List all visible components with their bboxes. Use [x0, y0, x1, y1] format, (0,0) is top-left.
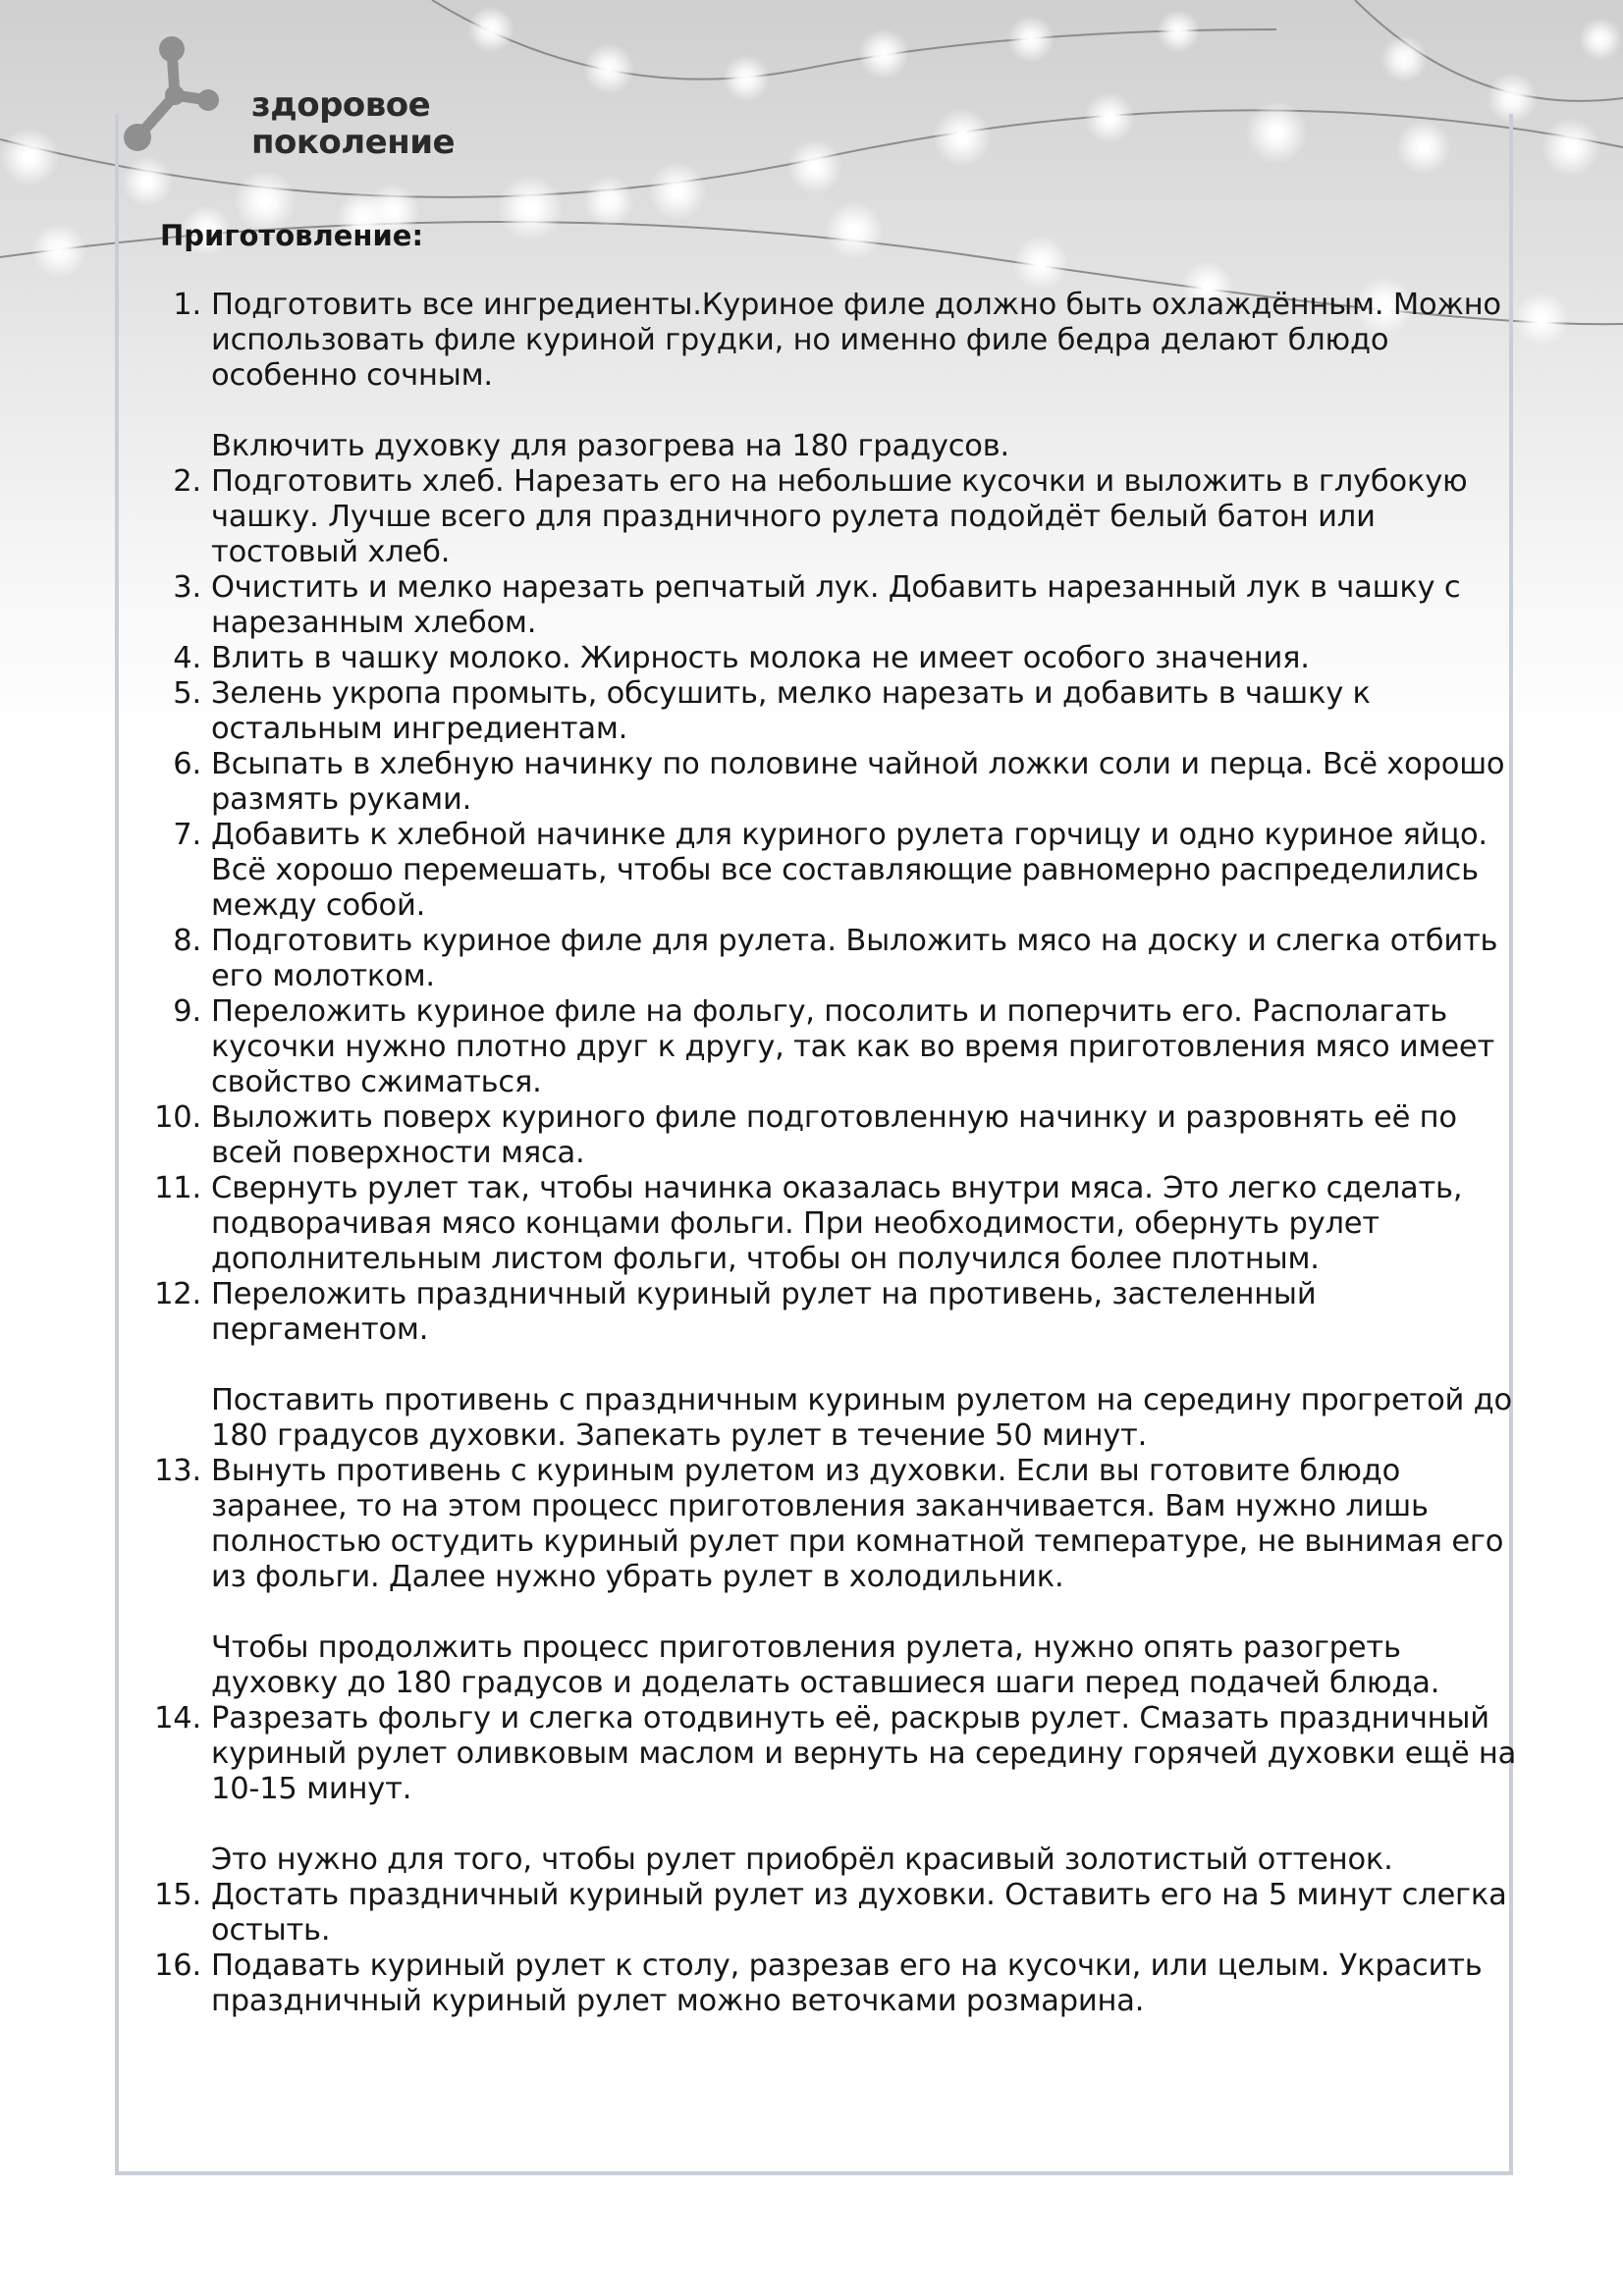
recipe-step [173, 818, 1522, 924]
step-text: Переложить куриное филе на фольгу, посолить и поперчить его. Располагать кусочки нужно плотно друг к другу, так как во время приготовления мясо имеет свойство сжиматься. [211, 994, 1495, 1099]
step-text: Чтобы продолжить процесс приготовления рулета, нужно опять разогреть духовку до 180 градусов и доделать оставшиеся шаги перед подачей блюда. [211, 1630, 1440, 1700]
step-text: Очистить и мелко нарезать репчатый лук. Добавить нарезанный лук в чашку с нарезанным хлебом. [211, 570, 1461, 640]
step-text: Подготовить все ингредиенты.Куриное филе должно быть охлаждённым. Можно использовать филе куриной грудки, но именно филе бедра делают блюдо особенно сочным. [211, 288, 1501, 393]
recipe-step [173, 464, 1522, 570]
molecule-logo-icon [118, 31, 226, 159]
step-text: Включить духовку для разогрева на 180 градусов. [211, 429, 1009, 463]
recipe-step [173, 924, 1522, 994]
step-number: 4. [173, 641, 201, 675]
recipe-step [173, 288, 1522, 464]
step-text: Свернуть рулет так, чтобы начинка оказалась внутри мяса. Это легко сделать, подворачивая мясо концами фольги. При необходимости, обернуть рулет дополнительным листом фольги, чтобы он получился более плотным. [211, 1171, 1463, 1276]
step-text: Добавить к хлебной начинке для куриного рулета горчицу и одно куриное яйцо. Всё хорошо перемешать, чтобы все составляющие равномерно распределились между собой. [211, 818, 1488, 923]
step-number: 5. [173, 676, 201, 711]
step-number: 12. [154, 1277, 201, 1311]
step-text: Подавать куриный рулет к столу, разрезав его на кусочки, или целым. Украсить праздничный куриный рулет можно веточками розмарина. [211, 1949, 1483, 2018]
recipe-step [154, 1701, 1522, 1878]
recipe-step [173, 747, 1522, 818]
step-text: Выложить поверх куриного филе подготовленную начинку и разровнять её по всей поверхности мяса. [211, 1100, 1457, 1170]
recipe-step [154, 1171, 1522, 1277]
recipe-step [154, 1878, 1522, 1949]
step-text: Всыпать в хлебную начинку по половине чайной ложки соли и перца. Всё хорошо размять руками. [211, 747, 1505, 817]
step-number: 11. [154, 1171, 201, 1205]
brand-name [251, 86, 455, 161]
step-number: 8. [173, 924, 201, 958]
step-text: Переложить праздничный куриный рулет на противень, застеленный пергаментом. [211, 1277, 1317, 1347]
step-text: Влить в чашку молоко. Жирность молока не имеет особого значения. [211, 641, 1310, 675]
brand-name-line1: здоровое [251, 85, 431, 125]
step-number: 9. [173, 994, 201, 1029]
step-text: Поставить противень с праздничным куриным рулетом на середину прогретой до 180 градусов духовки. Запекать рулет в течение 50 минут. [211, 1383, 1512, 1453]
step-number: 6. [173, 747, 201, 781]
step-number: 15. [154, 1878, 201, 1912]
recipe-step [173, 994, 1522, 1100]
step-number: 2. [173, 464, 201, 499]
step-number: 7. [173, 818, 201, 852]
recipe-step [154, 1949, 1522, 2019]
step-text: Подготовить хлеб. Нарезать его на небольшие кусочки и выложить в глубокую чашку. Лучше всего для праздничного рулета подойдёт белый батон или тостовый хлеб. [211, 464, 1468, 569]
step-text: Разрезать фольгу и слегка отодвинуть её, раскрыв рулет. Смазать праздничный куриный рулет оливковым маслом и вернуть на середину горячей духовки ещё на 10-15 минут. [211, 1701, 1517, 1806]
step-number: 13. [154, 1454, 201, 1488]
recipe-step [154, 1277, 1522, 1454]
step-number: 10. [154, 1100, 201, 1135]
step-text: Вынуть противень с куриным рулетом из духовки. Если вы готовите блюдо заранее, то на этом процесс приготовления заканчивается. Вам нужно лишь полностью остудить куриный рулет при комнатной температуре, не вынимая его из фольги. Далее нужно убрать рулет в холодильник. [211, 1454, 1504, 1594]
recipe-step [173, 570, 1522, 641]
step-number: 1. [173, 288, 201, 322]
recipe-step [173, 676, 1522, 747]
step-text: Подготовить куриное филе для рулета. Выложить мясо на доску и слегка отбить его молотком. [211, 924, 1498, 993]
step-text: Это нужно для того, чтобы рулет приобрёл красивый золотистый оттенок. [211, 1842, 1393, 1877]
step-text: Достать праздничный куриный рулет из духовки. Оставить его на 5 минут слегка остыть. [211, 1878, 1507, 1948]
brand-logo [118, 31, 491, 169]
step-number: 16. [154, 1949, 201, 1983]
step-text: Зелень укропа промыть, обсушить, мелко нарезать и добавить в чашку к остальным ингредиентам. [211, 676, 1371, 746]
recipe-step [154, 1100, 1522, 1171]
step-number: 3. [173, 570, 201, 605]
recipe-step [154, 1454, 1522, 1701]
step-number: 14. [154, 1701, 201, 1735]
recipe-steps-list [154, 288, 1522, 2019]
brand-name-line2: поколение [251, 123, 456, 162]
recipe-step [173, 641, 1522, 676]
section-heading: Приготовление: [160, 219, 424, 252]
